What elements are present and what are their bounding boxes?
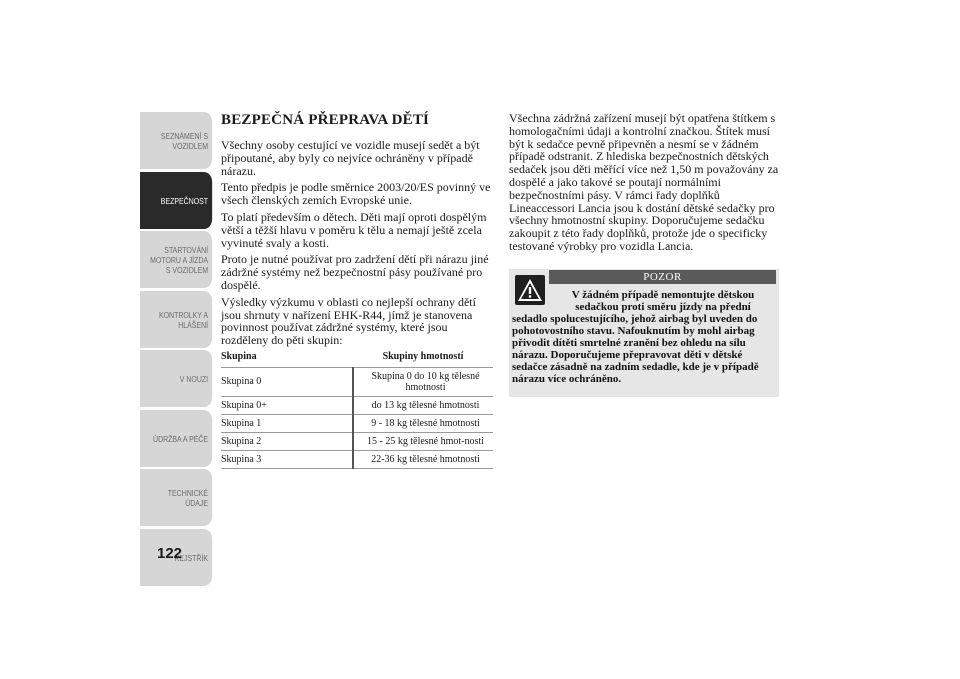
- paragraph: Výsledky výzkumu v oblasti co nejlepší ochrany dětí jsou shrnuty v nařízení EHK-R44, jímž je stanovena povinnost používat zádržné systémy, které jsou rozděleny do pěti skupin:: [221, 294, 476, 348]
- table-cell: 9 - 18 kg tělesné hmotnosti: [353, 414, 493, 432]
- table-cell: do 13 kg tělesné hmotnosti: [353, 396, 493, 414]
- table-cell: Skupina 0: [221, 367, 353, 396]
- table-row: [221, 396, 493, 414]
- tab-bezpecnost[interactable]: BEZPEČNOST: [140, 172, 212, 229]
- table-header: Skupiny hmotností: [382, 350, 464, 362]
- left-column: [221, 112, 493, 469]
- warning-text-rest: sedadlo spolucestujícího, jehož airbag byl uveden do pohotovostního stavu. Nafouknutím by mohl airbag přivodit dítěti smrtelné zranění bez ohledu na sílu nárazu. Doporučujeme přepravovat děti v dětské sedačce zásadně na zadním sedadle, kde je v případě nárazu více ochráněno.: [512, 313, 759, 385]
- tab-technicke[interactable]: TECHNICKÉ ÚDAJE: [140, 469, 212, 526]
- table-cell: Skupina 0+: [221, 396, 353, 414]
- paragraph: Všechna zádržná zařízení musejí být opatřena štítkem s homologačními údaji a kontrolní značkou. Štítek musí být k sedačce pevně připevněn a nesmí se v žádném případě odstranit. Z hlediska bezpečnostních dětských sedaček jsou děti měřící více než 1,50 m považovány za dospělé a jako takové se poutají normálními bezpečnostními pásy. V rámci řady doplňků Lineaccessori Lancia jsou k dostání dětské sedačky pro všechny hmotnostní skupiny. Doporučujeme sedačku zakoupit z této řady doplňků, protože jde o specificky testované výrobky pro vozidla Lancia.: [509, 111, 779, 253]
- warning-title: POZOR: [549, 270, 776, 284]
- paragraph: Tento předpis je podle směrnice 2003/20/ES povinný ve všech členských zemích Evropské unie.: [221, 180, 491, 208]
- paragraph: To platí především o dětech. Děti mají oproti dospělým větší a těžší hlavu v poměru k tělu a nemají ještě zcela vyvinuté svaly a kosti.: [221, 209, 487, 250]
- warning-text: [512, 289, 774, 385]
- table-cell: Skupina 2: [221, 432, 353, 450]
- right-column: [509, 112, 779, 257]
- warning-box: [509, 269, 779, 397]
- table-row: [221, 414, 493, 432]
- table-cell: Skupina 3: [221, 450, 353, 468]
- table-row: [221, 450, 493, 468]
- table-header: Skupina: [221, 350, 257, 362]
- table-cell: 15 - 25 kg tělesné hmot-nosti: [353, 432, 493, 450]
- section-title: BEZPEČNÁ PŘEPRAVA DĚTÍ: [221, 112, 430, 128]
- table-cell: 22-36 kg tělesné hmotnosti: [353, 450, 493, 468]
- paragraph: Všechny osoby cestující ve vozidle musejí sedět a být připoutané, aby byly co nejvíce ochráněny v případě nárazu.: [221, 138, 480, 178]
- warning-text-first: V žádném případě nemontujte dětskou sedačkou proti směru jízdy na přední: [571, 289, 755, 313]
- page-number: 122: [157, 545, 183, 562]
- tab-startovani[interactable]: STARTOVÁNÍ MOTORU A JÍZDA S VOZIDLEM: [140, 231, 212, 288]
- tab-kontrolky[interactable]: KONTROLKY A HLÁŠENÍ: [140, 291, 212, 348]
- table-cell: Skupina 0 do 10 kg tělesné hmotnosti: [353, 367, 493, 396]
- weight-groups-table: [221, 351, 493, 469]
- table-row: [221, 367, 493, 396]
- table-row: [221, 432, 493, 450]
- paragraph: Proto je nutné používat pro zadržení dětí při nárazu jiné zádržné systémy než bezpečnostní pásy používané pro dospělé.: [221, 252, 489, 292]
- table-cell: Skupina 1: [221, 414, 353, 432]
- tab-rejstrik[interactable]: REJSTŘÍK: [140, 529, 212, 586]
- tab-udrzba[interactable]: ÚDRŽBA A PÉČE: [140, 410, 212, 467]
- tab-seznameni[interactable]: SEZNÁMENÍ S VOZIDLEM: [140, 112, 212, 169]
- tab-v-nouzi[interactable]: V NOUZI: [140, 350, 212, 407]
